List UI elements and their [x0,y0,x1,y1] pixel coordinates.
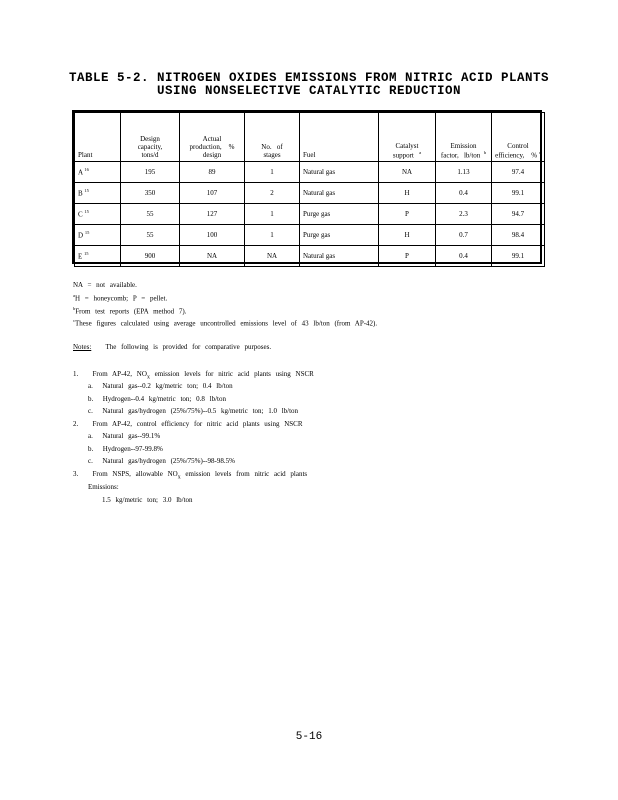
cell-catalyst: P [379,204,436,225]
cell-plant: C $^{15}$ [75,204,121,225]
cell-fuel: Natural gas [300,246,379,267]
table-row [75,246,545,267]
note-item: c. Natural gas/hydrogen (25%/75%)--98-98.5% [88,457,235,465]
col-header-actual-production: Actual production, % design [180,113,245,162]
cell-catalyst: H [379,183,436,204]
emissions-table [72,110,542,264]
cell-emission: 0.7 [436,225,492,246]
notes-label: Notes: [73,343,92,351]
table-row [75,162,545,183]
footnote-a: $^a$H = honeycomb; P = pellet. [73,293,168,303]
cell-capacity: 195 [121,162,180,183]
cell-plant: E $^{15}$ [75,246,121,267]
note-item: a. Natural gas--0.2 kg/metric ton; 0.4 lb/ton [88,382,233,390]
note-item: b. Hydrogen--97-99.8% [88,445,163,453]
col-header-stages: No. of stages [245,113,300,162]
note-item: 1. From AP-42, $NO_x$ emission levels for nitric acid plants using NSCR [73,370,314,381]
cell-plant: B $^{15}$ [75,183,121,204]
cell-capacity: 900 [121,246,180,267]
table-row [75,204,545,225]
cell-fuel: Natural gas [300,183,379,204]
cell-control: 97.4 [492,162,545,183]
cell-fuel: Purge gas [300,225,379,246]
footnote-c: $^c$These figures calculated using average uncontrolled emissions level of 43 lb/ton (from AP-42). [73,318,378,328]
note-emissions-label: Emissions: [88,483,119,491]
col-header-control-efficiency: Control efficiency, % $^c$ [492,113,545,162]
cell-control: 94.7 [492,204,545,225]
cell-fuel: Purge gas [300,204,379,225]
table-title-line-1: TABLE 5-2. NITROGEN OXIDES EMISSIONS FROM NITRIC ACID PLANTS [68,71,550,85]
cell-emission: 0.4 [436,246,492,267]
table-header-row [75,113,545,162]
footnote-na: NA = not available. [73,281,137,289]
cell-control: 99.1 [492,183,545,204]
cell-capacity: 55 [121,204,180,225]
note-item: 2. From AP-42, control efficiency for nitric acid plants using NSCR [73,420,303,428]
cell-control: 99.1 [492,246,545,267]
col-header-catalyst-support: Catalyst support $^a$ [379,113,436,162]
cell-capacity: 350 [121,183,180,204]
note-emissions-value: 1.5 kg/metric ton; 3.0 lb/ton [102,496,193,504]
cell-capacity: 55 [121,225,180,246]
col-header-emission-factor: Emission factor, lb/ton $^b$ [436,113,492,162]
cell-emission: 2.3 [436,204,492,225]
cell-catalyst: P [379,246,436,267]
note-item: c. Natural gas/hydrogen (25%/75%)--0.5 kg/metric ton; 1.0 lb/ton [88,407,299,415]
col-header-design-capacity: Design capacity, tons/d [121,113,180,162]
cell-fuel: Natural gas [300,162,379,183]
cell-plant: D $^{15}$ [75,225,121,246]
cell-stages: 1 [245,204,300,225]
col-header-plant: Plant [75,113,121,162]
cell-emission: 1.13 [436,162,492,183]
notes-intro: Notes: The following is provided for comparative purposes. [73,343,272,351]
cell-stages: NA [245,246,300,267]
cell-stages: 1 [245,225,300,246]
cell-control: 98.4 [492,225,545,246]
cell-production: NA [180,246,245,267]
note-item: 3. From NSPS, allowable $NO_x$ emission levels from nitric acid plants [73,470,308,481]
page-number: 5-16 [295,731,323,743]
footnote-b: $^b$From test reports (EPA method 7). [73,306,187,316]
cell-emission: 0.4 [436,183,492,204]
cell-stages: 2 [245,183,300,204]
table-title-line-2: USING NONSELECTIVE CATALYTIC REDUCTION [156,84,462,98]
cell-production: 107 [180,183,245,204]
cell-production: 127 [180,204,245,225]
col-header-fuel: Fuel [300,113,379,162]
cell-catalyst: H [379,225,436,246]
cell-stages: 1 [245,162,300,183]
note-item: a. Natural gas--99.1% [88,432,161,440]
cell-catalyst: NA [379,162,436,183]
table-row [75,225,545,246]
cell-production: 89 [180,162,245,183]
cell-plant: A $^{16}$ [75,162,121,183]
cell-production: 100 [180,225,245,246]
note-item: b. Hydrogen--0.4 kg/metric ton; 0.8 lb/ton [88,395,226,403]
table-row [75,183,545,204]
